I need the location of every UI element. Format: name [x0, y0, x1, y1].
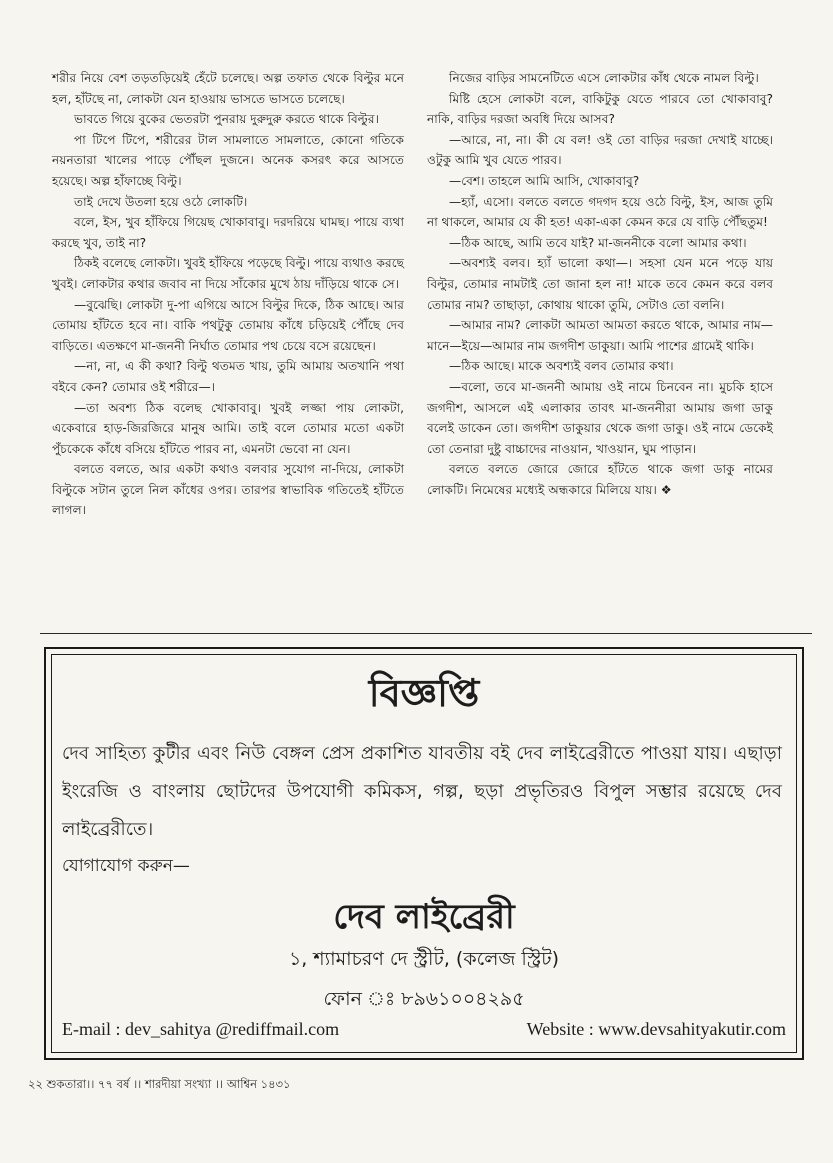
story-paragraph: মিষ্টি হেসে লোকটা বলে, বাকিটুকু যেতে পারবে তো খোকাবাবু? নাকি, বাড়ির দরজা অবধি দিয়ে আসব? — [427, 91, 773, 127]
notice-box — [44, 647, 804, 1060]
story-paragraph: —তা অবশ্য ঠিক বলেছ খোকাবাবু। খুবই লজ্জা পায় লোকটা, একেবারে হাড়-জিরজিরে মানুষ আমি। তাই বলে তোমার মতো একটা পুঁচকেকে কাঁধে বসিয়ে হাঁটতে পারব না, এমনটা ভেবো না যেন। — [52, 400, 404, 456]
notice-inner-border — [51, 654, 797, 1053]
story-paragraph: বলে, ইস, খুব হাঁফিয়ে গিয়েছ খোকাবাবু। দরদরিয়ে ঘামছ। পায়ে ব্যথা করছে খুব, তাই না? — [52, 215, 404, 250]
story-paragraph: তাই দেখে উতলা হয়ে ওঠে লোকটি। — [74, 194, 248, 209]
library-address: ১, শ্যামাচরণ দে স্ট্রীট, (কলেজ স্ট্রিট) — [288, 948, 560, 970]
page-footer: ২২ শুকতারা।। ৭৭ বর্ষ ।। শারদীয়া সংখ্যা ।। আশ্বিন ১৪৩১ — [28, 1077, 291, 1091]
section-divider — [40, 633, 812, 634]
story-paragraph: ভাবতে গিয়ে বুকের ভেতরটা পুনরায় দুরুদুরু করতে থাকে বিল্টুর। — [74, 112, 379, 127]
story-column-left — [52, 68, 404, 521]
library-name: দেব লাইব্রেরী — [333, 897, 515, 937]
notice-body-text: দেব সাহিত্য কুটীর এবং নিউ বেঙ্গল প্রেস প্রকাশিত যাবতীয় বই দেব লাইব্রেরীতে পাওয়া যায়। এছাড়া ইংরেজি ও বাংলায় ছোটদের উপযোগী কমিকস, গল্প, ছড়া প্রভৃতিরও বিপুল সম্ভার রয়েছে দেব লাইব্রেরীতে। — [62, 743, 782, 840]
notice-body — [62, 735, 782, 849]
library-phone: ফোন ঃ ৮৯৬১০০৪২৯৫ — [323, 988, 525, 1010]
story-paragraph: —আরে, না, না। কী যে বল! ওই তো বাড়ির দরজা দেখাই যাচ্ছে। ওটুকু আমি খুব যেতে পারব। — [427, 132, 773, 168]
email-text: E-mail : dev_sahitya @rediffmail.com — [62, 1019, 340, 1039]
story-paragraph: —বুঝেছি। লোকটা দু-পা এগিয়ে আসে বিল্টুর দিকে, ঠিক আছে। আর তোমায় হাঁটতে হবে না। বাকি পথটুকু তোমায় কাঁধে চড়িয়েই পৌঁছে দেব বাড়িতে। এতক্ষণে মা-জননী নির্ঘাত তোমার পথ চেয়ে বসে রয়েছেন। — [52, 297, 404, 353]
story-paragraph: ঠিকই বলেছে লোকটা। খুবই হাঁফিয়ে পড়েছে বিল্টু। পায়ে ব্যথাও করছে খুবই। লোকটার কথার জবাব না দিয়ে সাঁকোর মুখে ঠায় দাঁড়িয়ে থাকে সে। — [52, 256, 404, 291]
website-text: Website : www.devsahityakutir.com — [526, 1019, 786, 1039]
contact-row — [62, 1019, 786, 1040]
notice-title: বিজ্ঞপ্তি — [368, 670, 480, 715]
story-paragraph: —হ্যাঁ, এসো। বলতে বলতে গদগদ হয়ে ওঠে বিল্টু, ইস, আজ তুমি না থাকলে, আমার যে কী হত! একা-একা কেমন করে যে বাড়ি পৌঁছতুম! — [427, 194, 773, 230]
story-paragraph: নিজের বাড়ির সামনেটিতে এসে লোকটার কাঁধ থেকে নামল বিল্টু। — [449, 71, 759, 85]
story-paragraph: —বলো, তবে মা-জননী আমায় ওই নামে চিনবেন না। মুচকি হাসে জগদীশ, আসলে এই এলাকার তাবৎ মা-জননীরা আমায় জগা ডাকু বলেই ডাকেন তো। জগদীশ ডাকুয়ার থেকে জগা ডাকু। ওই নামে ডেকেই তো তেনারা দুষ্টু বাচ্চাদের নাওয়ান, খাওয়ান, ঘুম পাড়ান। — [427, 379, 773, 456]
story-paragraph: —না, না, এ কী কথা? বিল্টু থতমত খায়, তুমি আমায় অতখানি পথা বইবে কেন? তোমার ওই শরীরে—। — [52, 359, 404, 394]
story-paragraph: —অবশ্যই বলব। হ্যাঁ ভালো কথা—। সহসা যেন মনে পড়ে যায় বিল্টুর, তোমার নামটাই তো জানা হল না! মাকে তবে কেমন করে বলব তোমার নাম? তাছাড়া, কোথায় থাকো তুমি, সেটাও তো বলনি। — [427, 256, 773, 312]
story-paragraph: —আমার নাম? লোকটা আমতা আমতা করতে থাকে, আমার নাম—মানে—ইয়ে—আমার নাম জগদীশ ডাকুয়া। আমি পাশের গ্রামেই থাকি। — [427, 318, 773, 353]
story-paragraph: বলতে বলতে, আর একটা কথাও বলবার সুযোগ না-দিয়ে, লোকটা বিল্টুকে সটান তুলে নিল কাঁধের ওপর। তারপর স্বাভাবিক গতিতেই হাঁটতে লাগল। — [52, 462, 404, 518]
story-column-right — [427, 68, 773, 500]
story-paragraph: শরীর নিয়ে বেশ তড়তড়িয়েই হেঁটে চলেছে। অল্প তফাত থেকে বিল্টুর মনে হল, হাঁটছে না, লোকটা যেন হাওয়ায় ভাসতে ভাসতে চলেছে। — [52, 71, 404, 106]
story-paragraph: —ঠিক আছে, আমি তবে যাই? মা-জননীকে বলো আমার কথা। — [449, 235, 747, 250]
story-paragraph: —ঠিক আছে। মাকে অবশ্যই বলব তোমার কথা। — [449, 359, 674, 374]
contact-label: যোগাযোগ করুন— — [62, 856, 190, 876]
story-paragraph: —বেশ। তাহলে আমি আসি, খোকাবাবু? — [449, 173, 640, 188]
story-paragraph: পা টিপে টিপে, শরীরের টাল সামলাতে সামলাতে, কোনো গতিকে নয়নতারা খালের পাড়ে পৌঁছল দুজনে। অনেক কসরৎ করে আসতে হয়েছে। অল্প হাঁফাচ্ছে বিল্টু। — [52, 132, 404, 188]
story-paragraph: বলতে বলতে জোরে জোরে হাঁটতে থাকে জগা ডাকু নামের লোকটি। নিমেষের মধ্যেই অন্ধকারে মিলিয়ে যায়। ❖ — [427, 462, 773, 497]
